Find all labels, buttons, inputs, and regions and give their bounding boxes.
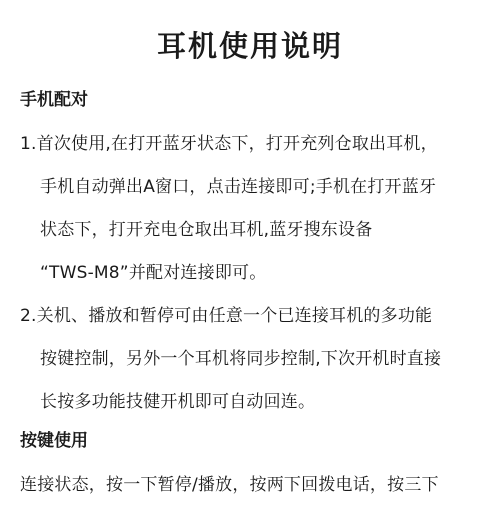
pairing-step-1-line-1: 1.首次使用,在打开蓝牙状态下，打开充列仓取出耳机，: [20, 134, 438, 154]
section-heading-buttons: 按键使用: [20, 431, 88, 451]
pairing-step-2-line-2: 按键控制，另外一个耳机将同步控制,下次开机时直接: [40, 349, 442, 369]
pairing-step-1-line-3: 状态下，打开充电仓取出耳机,蓝牙搜东设备: [40, 220, 373, 240]
pairing-step-1-line-4: “TWS-M8”并配对连接即可。: [40, 263, 267, 283]
pairing-step-1-line-2: 手机自动弹出A窗口，点击连接即可;手机在打开蓝牙: [40, 177, 437, 197]
pairing-step-2-line-1: 2.关机、播放和暂停可由任意一个已连接耳机的多功能: [20, 306, 433, 326]
next-line-cutoff: [20, 508, 490, 516]
buttons-line-1: 连接状态，按一下暂停/播放，按两下回拨电话，按三下: [20, 475, 439, 495]
page-title: 耳机使用说明: [156, 29, 343, 63]
pairing-step-2-line-3: 长按多功能技健开机即可自动回连。: [40, 392, 316, 412]
section-heading-pairing: 手机配对: [20, 90, 88, 110]
